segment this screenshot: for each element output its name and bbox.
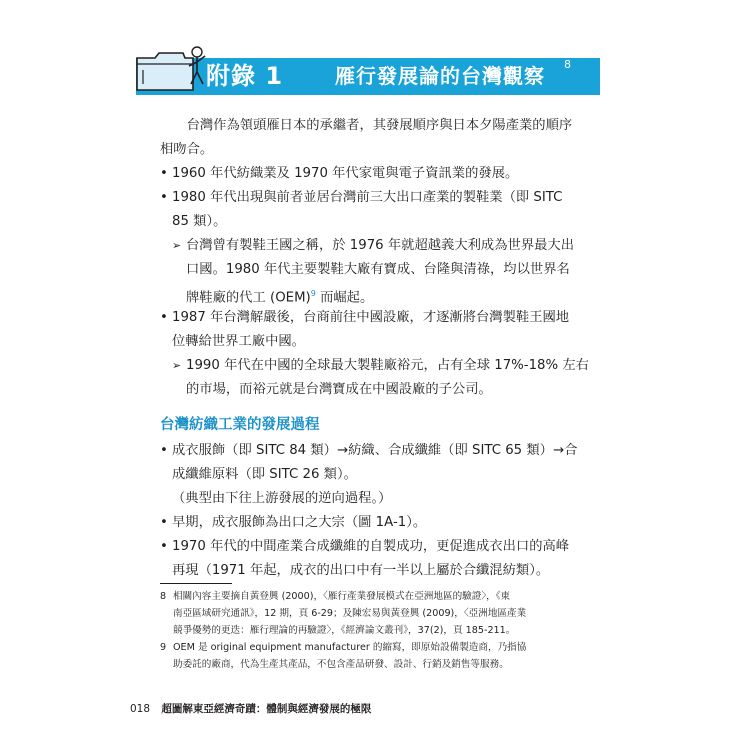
footnote-divider [160, 583, 232, 584]
footnote-number: 9 [160, 642, 167, 653]
title-footnote-ref: 8 [564, 58, 571, 71]
footnote-line: OEM 是 original equipment manufacturer 的縮寫，即原始設備製造商，乃指協 [173, 642, 527, 653]
intro-line: 台灣作為領頭雁日本的承繼者，其發展順序與日本夕陽產業的順序 [186, 118, 573, 133]
footnote-line: 競爭優勢的更迭：雁行理論的再驗證〉，《經濟論文叢刊》，37(2)，頁 185-211。 [173, 625, 516, 636]
sub-bullet-item: ➢ 台灣曾有製鞋王國之稱，於 1976 年就超越義大利成為世界最大出 [172, 238, 575, 253]
footnote-line: 南亞區域研究通訊》，12 期，頁 6-29；及陳宏易與黃登興 (2009)，〈亞洲地區產業 [173, 608, 527, 619]
appendix-subtitle: 雁行發展論的台灣觀察 [335, 64, 545, 88]
bullet-continuation: 85 類）。 [172, 214, 227, 229]
footnote-number: 8 [160, 591, 167, 602]
bullet-continuation: 成纖維原料（即 SITC 26 類）。 [172, 467, 357, 482]
bullet-item: • 1970 年代的中間產業合成纖維的自製成功，更促進成衣出口的高峰 [160, 539, 570, 554]
footnote-line: 相關內容主要摘自黃登興 (2000)，〈雁行產業發展模式在亞洲地區的驗證〉，《東 [173, 591, 511, 602]
appendix-title: 附錄 1 [206, 62, 284, 90]
intro-line: 相吻合。 [160, 142, 214, 157]
footnote [160, 639, 590, 673]
bullet-item: • 成衣服飾（即 SITC 84 類）→紡織、合成纖維（即 SITC 65 類）→合 [160, 443, 578, 458]
page-footer [130, 701, 371, 716]
page-number: 018 [130, 703, 151, 715]
sub-bullet-continuation: 的市場，而裕元就是台灣寶成在中國設廠的子公司。 [186, 382, 492, 397]
footnote-ref-9: 9 [310, 289, 316, 298]
sub-bullet-continuation: 牌鞋廠的代工 (OEM)$^9$ 而崛起。 [186, 289, 374, 306]
footnote-line: 助委託的廠商，代為生產其產品，不包含產品研發、設計、行銷及銷售等服務。 [173, 659, 509, 670]
bullet-item: • 早期，成衣服飾為出口之大宗（圖 1A-1）。 [160, 515, 427, 530]
bullet-continuation: 再現（1971 年起，成衣的出口中有一半以上屬於合纖混紡類）。 [172, 563, 550, 578]
sub-bullet-continuation: 口國。1980 年代主要製鞋大廠有寶成、台隆與清祿，均以世界名 [186, 262, 570, 277]
bullet-continuation: （典型由下往上游發展的逆向過程。） [172, 491, 392, 506]
folder-mascot-icon [133, 44, 213, 94]
main-text [160, 114, 590, 583]
bullet-item: • 1960 年代紡織業及 1970 年代家電與電子資訊業的發展。 [160, 166, 519, 181]
sub-bullet-item: ➢ 1990 年代在中國的全球最大製鞋廠裕元，占有全球 17%-18% 左右 [172, 358, 589, 373]
section-heading: 台灣紡織工業的發展過程 [160, 417, 320, 433]
footnote [160, 588, 590, 639]
bullet-item: • 1980 年代出現與前者並居台灣前三大出口產業的製鞋業（即 SITC [160, 190, 563, 205]
footnotes [160, 588, 590, 673]
bullet-continuation: 位轉給世界工廠中國。 [172, 334, 305, 349]
bullet-item: • 1987 年台灣解嚴後，台商前往中國設廠，才逐漸將台灣製鞋王國地 [160, 310, 570, 325]
book-title: 超圖解東亞經濟奇蹟：體制與經濟發展的極限 [161, 703, 372, 715]
